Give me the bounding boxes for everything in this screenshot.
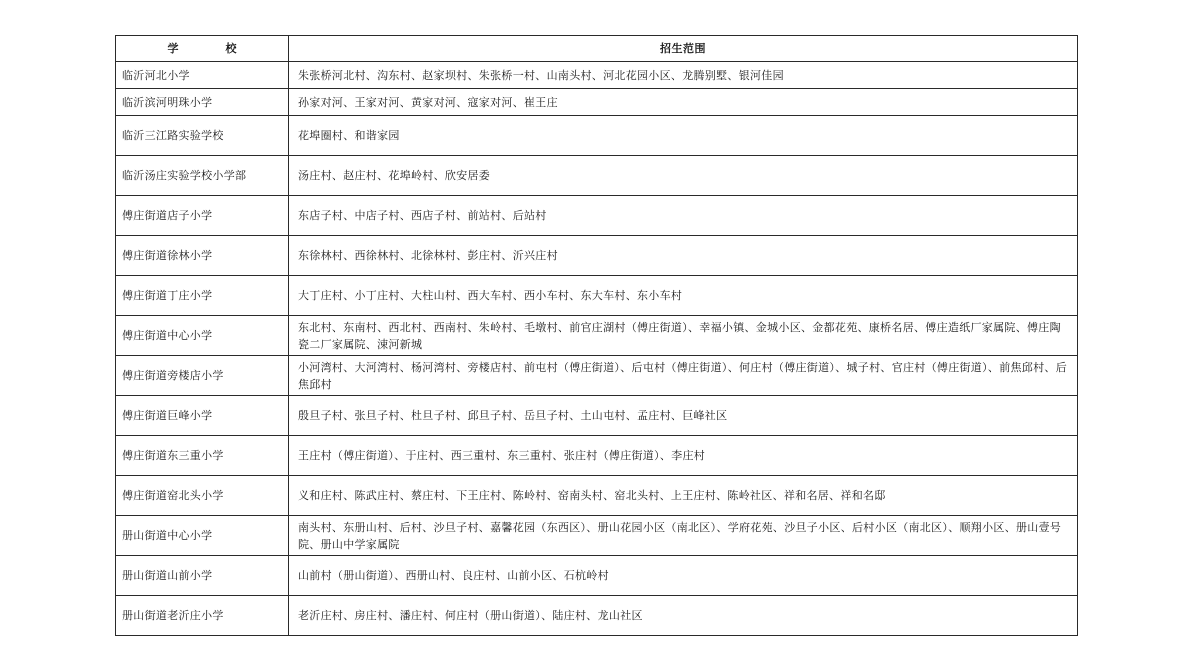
school-cell: 临沂三江路实验学校 [116, 116, 289, 156]
table-row [116, 596, 1078, 636]
header-range: 招生范围 [289, 36, 1078, 62]
school-cell: 册山街道中心小学 [116, 516, 289, 556]
school-cell: 临沂汤庄实验学校小学部 [116, 156, 289, 196]
school-cell: 傅庄街道店子小学 [116, 196, 289, 236]
school-cell: 傅庄街道窑北头小学 [116, 476, 289, 516]
table-row [116, 62, 1078, 89]
range-cell: 汤庄村、赵庄村、花埠岭村、欣安居委 [289, 156, 1078, 196]
school-cell: 傅庄街道中心小学 [116, 316, 289, 356]
range-cell: 东徐林村、西徐林村、北徐林村、彭庄村、沂兴庄村 [289, 236, 1078, 276]
enrollment-table-container [115, 35, 1077, 636]
range-cell: 东北村、东南村、西北村、西南村、朱岭村、毛墩村、前官庄湖村（傅庄街道）、幸福小镇、金城小区、金都花苑、康桥名居、傅庄造纸厂家属院、傅庄陶瓷二厂家属院、涑河新城 [289, 316, 1078, 356]
school-cell: 傅庄街道徐林小学 [116, 236, 289, 276]
range-cell: 小河湾村、大河湾村、杨河湾村、旁楼店村、前屯村（傅庄街道）、后屯村（傅庄街道）、何庄村（傅庄街道）、城子村、官庄村（傅庄街道）、前焦邱村、后焦邱村 [289, 356, 1078, 396]
table-row [116, 556, 1078, 596]
table-row [116, 89, 1078, 116]
range-cell: 殷旦子村、张旦子村、杜旦子村、邱旦子村、岳旦子村、土山屯村、孟庄村、巨峰社区 [289, 396, 1078, 436]
school-cell: 傅庄街道旁楼店小学 [116, 356, 289, 396]
range-cell: 大丁庄村、小丁庄村、大柱山村、西大车村、西小车村、东大车村、东小车村 [289, 276, 1078, 316]
school-cell: 册山街道山前小学 [116, 556, 289, 596]
table-row [116, 276, 1078, 316]
range-cell: 老沂庄村、房庄村、潘庄村、何庄村（册山街道）、陆庄村、龙山社区 [289, 596, 1078, 636]
school-cell: 册山街道老沂庄小学 [116, 596, 289, 636]
table-row [116, 156, 1078, 196]
range-cell: 朱张桥河北村、沟东村、赵家坝村、朱张桥一村、山南头村、河北花园小区、龙腾别墅、银河佳园 [289, 62, 1078, 89]
range-cell: 孙家对河、王家对河、黄家对河、寇家对河、崔王庄 [289, 89, 1078, 116]
table-row [116, 436, 1078, 476]
table-row [116, 476, 1078, 516]
table-row [116, 116, 1078, 156]
table-row [116, 356, 1078, 396]
school-cell: 傅庄街道丁庄小学 [116, 276, 289, 316]
range-cell: 东店子村、中店子村、西店子村、前站村、后站村 [289, 196, 1078, 236]
school-cell: 傅庄街道东三重小学 [116, 436, 289, 476]
enrollment-table [115, 35, 1078, 636]
range-cell: 义和庄村、陈武庄村、蔡庄村、下王庄村、陈岭村、窑南头村、窑北头村、上王庄村、陈岭社区、祥和名居、祥和名邸 [289, 476, 1078, 516]
school-cell: 临沂河北小学 [116, 62, 289, 89]
table-header-row [116, 36, 1078, 62]
school-cell: 傅庄街道巨峰小学 [116, 396, 289, 436]
table-row [116, 196, 1078, 236]
range-cell: 花埠圈村、和谐家园 [289, 116, 1078, 156]
table-row [116, 236, 1078, 276]
table-row [116, 316, 1078, 356]
range-cell: 王庄村（傅庄街道）、于庄村、西三重村、东三重村、张庄村（傅庄街道）、李庄村 [289, 436, 1078, 476]
range-cell: 南头村、东册山村、后村、沙旦子村、嘉馨花园（东西区）、册山花园小区（南北区）、学府花苑、沙旦子小区、后村小区（南北区）、顺翔小区、册山壹号院、册山中学家属院 [289, 516, 1078, 556]
school-cell: 临沂滨河明珠小学 [116, 89, 289, 116]
range-cell: 山前村（册山街道）、西册山村、良庄村、山前小区、石杭岭村 [289, 556, 1078, 596]
header-school: 学 校 [116, 36, 289, 62]
table-row [116, 516, 1078, 556]
table-row [116, 396, 1078, 436]
